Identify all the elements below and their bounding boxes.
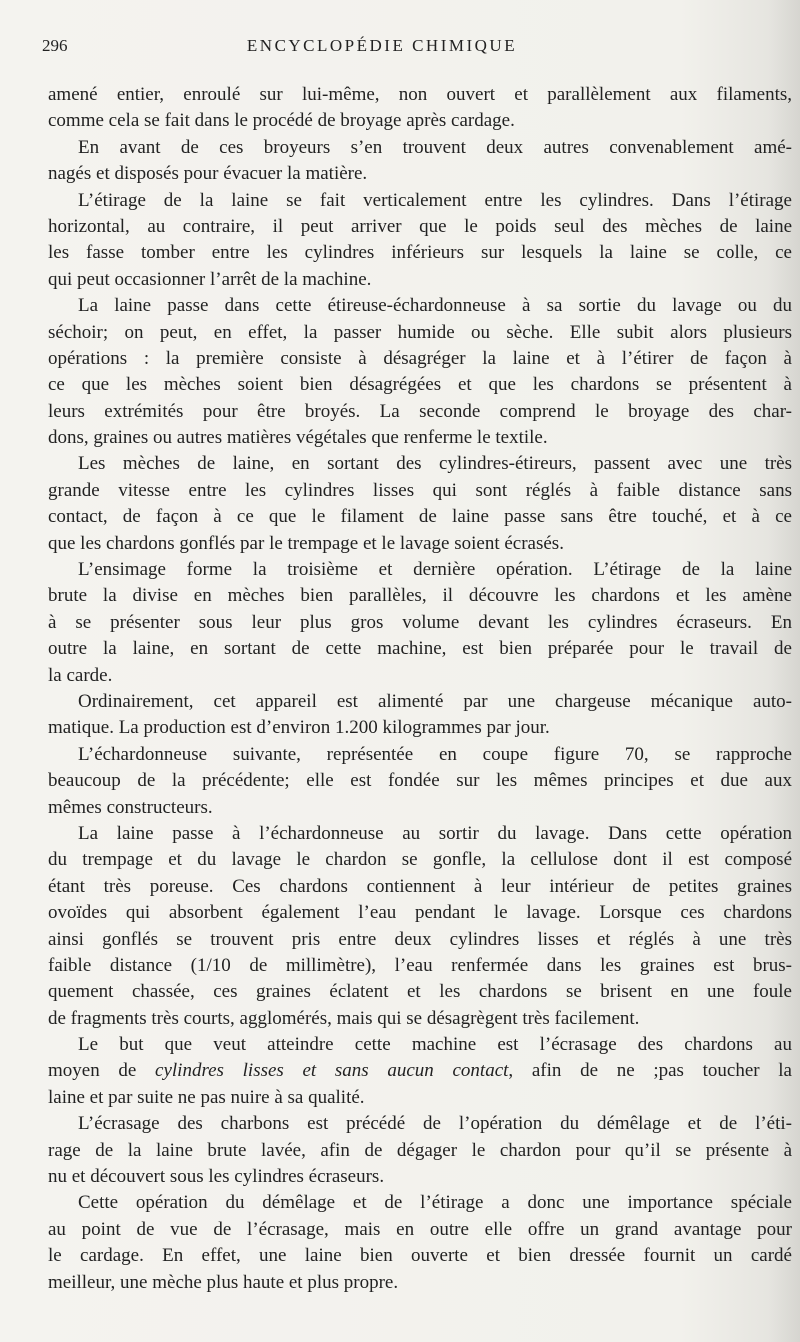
- text-line: Cette opération du démêlage et de l’étirage a donc une importance spéciale: [78, 1192, 792, 1214]
- text-line: rage de la laine brute lavée, afin de dégager le chardon pour qu’il se présente à: [48, 1139, 792, 1161]
- text-line: mêmes constructeurs.: [48, 796, 213, 818]
- text-line: nu et découvert sous les cylindres écraseurs.: [48, 1166, 385, 1188]
- text-line: Ordinairement, cet appareil est alimenté par une chargeuse mécanique auto-: [78, 690, 792, 712]
- paragraph: [48, 135, 792, 188]
- text-line: les fasse tomber entre les cylindres inférieurs sur lesquels la laine se colle, ce: [48, 242, 792, 264]
- text-line: En avant de ces broyeurs s’en trouvent deux autres convenablement amé-: [78, 136, 792, 158]
- text-line: ainsi gonflés se trouvent pris entre deux cylindres lisses et réglés à une très: [48, 928, 792, 950]
- text-line: que les chardons gonflés par le trempage et le lavage soient écrasés.: [48, 532, 564, 554]
- running-title: ENCYCLOPÉDIE CHIMIQUE: [246, 36, 518, 55]
- text-line: Les mèches de laine, en sortant des cylindres-étireurs, passent avec une très: [78, 453, 792, 475]
- text-line: séchoir; on peut, en effet, la passer humide ou sèche. Elle subit alors plusieurs: [48, 321, 792, 343]
- text-line: beaucoup de la précédente; elle est fondée sur les mêmes principes et due aux: [48, 770, 792, 792]
- text-line: de fragments très courts, agglomérés, mais qui se désagrègent très facilement.: [48, 1007, 640, 1029]
- text-segment: moyen de: [48, 1060, 156, 1082]
- text-line: L’ensimage forme la troisième et dernière opération. L’étirage de la laine: [78, 559, 792, 581]
- text-line: dons, graines ou autres matières végétales que renferme le textile.: [48, 427, 548, 449]
- text-line: contact, de façon à ce que le filament de laine passe sans être touché, et à ce: [48, 506, 792, 528]
- text-line: meilleur, une mèche plus haute et plus propre.: [48, 1271, 399, 1293]
- text-line: brute la divise en mèches bien parallèles, il découvre les chardons et les amène: [48, 585, 792, 607]
- text-line: La laine passe dans cette étireuse-échardonneuse à sa sortie du lavage ou du: [78, 295, 792, 317]
- text-line: L’échardonneuse suivante, représentée en coupe figure 70, se rapproche: [78, 743, 792, 765]
- paragraph: [48, 557, 792, 689]
- text-line: horizontal, au contraire, il peut arriver que le poids seul des mèches de laine: [48, 215, 792, 237]
- text-line: nagés et disposés pour évacuer la matière.: [48, 163, 368, 185]
- page-number: 296: [42, 36, 68, 55]
- text-line: faible distance (1/10 de millimètre), l’eau renfermée dans les graines est brus-: [48, 954, 792, 976]
- text-line: Le but que veut atteindre cette machine est l’écrasage des chardons au: [78, 1034, 792, 1056]
- text-line: ovoïdes qui absorbent également l’eau pendant le lavage. Lorsque ces chardons: [48, 902, 792, 924]
- text-segment: , afin de ne ;pas toucher la: [508, 1060, 792, 1082]
- paragraph: [48, 689, 792, 742]
- text-line: [48, 1058, 792, 1084]
- paragraph: [48, 821, 792, 1032]
- paragraph: [48, 82, 792, 135]
- paragraph: [48, 1111, 792, 1190]
- text-line: du trempage et du lavage le chardon se gonfle, la cellulose dont il est composé: [48, 849, 792, 871]
- text-line: au point de vue de l’écrasage, mais en outre elle offre un grand avantage pour: [48, 1218, 792, 1240]
- text-line: L’écrasage des charbons est précédé de l’opération du démêlage et de l’éti-: [78, 1113, 792, 1135]
- paragraph: [48, 1032, 792, 1111]
- text-line: outre la laine, en sortant de cette machine, est bien préparée pour le travail de: [48, 638, 792, 660]
- page-header: [42, 36, 782, 60]
- text-line: grande vitesse entre les cylindres lisses qui sont réglés à faible distance sans: [48, 479, 792, 501]
- text-line: leurs extrémités pour être broyés. La seconde comprend le broyage des char-: [48, 400, 792, 422]
- text-line: L’étirage de la laine se fait verticalement entre les cylindres. Dans l’étirage: [78, 189, 792, 211]
- text-line: matique. La production est d’environ 1.200 kilogrammes par jour.: [48, 717, 550, 739]
- text-line: ce que les mèches soient bien désagrégées et que les chardons se présentent à: [48, 374, 792, 396]
- text-line: amené entier, enroulé sur lui-même, non ouvert et parallèlement aux filaments,: [48, 84, 792, 105]
- text-line: le cardage. En effet, une laine bien ouverte et bien dressée fournit un cardé: [48, 1245, 792, 1267]
- text-line: étant très poreuse. Ces chardons contiennent à leur intérieur de petites graines: [48, 875, 792, 897]
- body-text: [48, 82, 792, 1296]
- paragraph: [48, 188, 792, 294]
- text-line: à se présenter sous leur plus gros volume devant les cylindres écraseurs. En: [48, 611, 792, 633]
- text-line: quement chassée, ces graines éclatent et les chardons se brisent en une foule: [48, 981, 792, 1003]
- paragraph: [48, 293, 792, 451]
- paragraph: [48, 742, 792, 821]
- paragraph: [48, 451, 792, 557]
- text-line: comme cela se fait dans le procédé de broyage après cardage.: [48, 110, 515, 132]
- text-line: opérations : la première consiste à désagréger la laine et à l’étirer de façon à: [48, 347, 792, 369]
- text-line: qui peut occasionner l’arrêt de la machine.: [48, 268, 372, 290]
- italic-phrase: cylindres lisses et sans aucun contact: [155, 1060, 509, 1082]
- text-line: la carde.: [48, 664, 113, 686]
- paragraph: [48, 1190, 792, 1296]
- text-line: La laine passe à l’échardonneuse au sortir du lavage. Dans cette opération: [78, 822, 792, 844]
- text-line: laine et par suite ne pas nuire à sa qualité.: [48, 1086, 365, 1108]
